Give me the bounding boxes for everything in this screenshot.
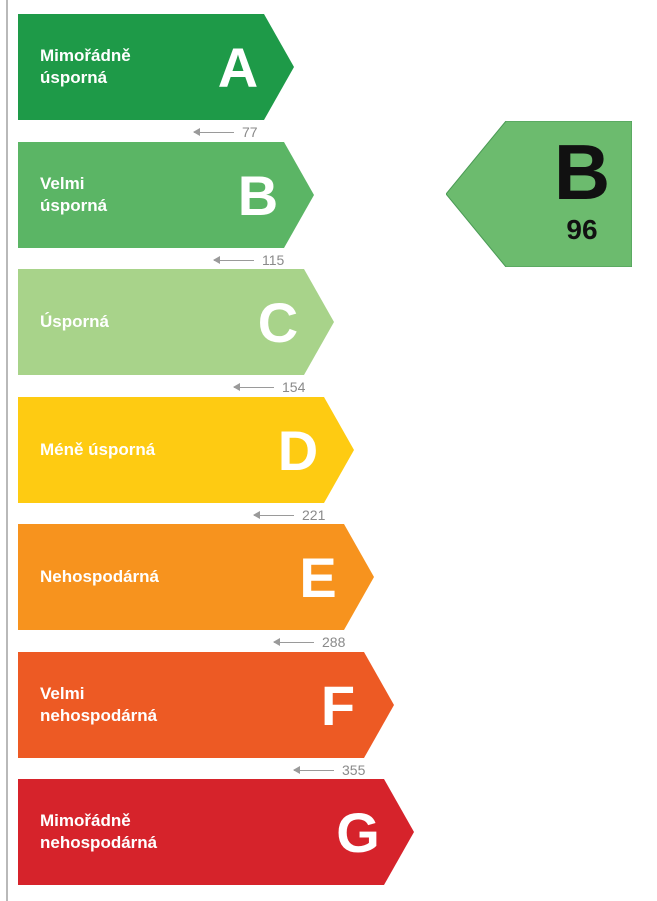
- threshold-value: 154: [282, 379, 306, 395]
- band-label: Mimořádně nehospodárná: [40, 811, 158, 852]
- threshold-value: 288: [322, 634, 346, 650]
- band-label: Velmi úsporná: [40, 174, 108, 215]
- rating-band-d: [18, 397, 354, 503]
- left-arrow-icon: [254, 515, 294, 516]
- left-arrow-icon: [294, 770, 334, 771]
- band-letter: G: [336, 800, 380, 864]
- band-label: Velmi nehospodárná: [40, 684, 158, 725]
- band-label: Nehospodárná: [40, 567, 160, 586]
- band-letter: D: [277, 418, 319, 482]
- threshold-marker: [254, 507, 325, 523]
- band-letter: E: [299, 545, 337, 609]
- threshold-value: 355: [342, 762, 366, 778]
- left-arrow-icon: [194, 132, 234, 133]
- band-letter: B: [237, 163, 279, 227]
- left-arrow-icon: [214, 260, 254, 261]
- threshold-marker: [214, 252, 284, 268]
- rating-indicator: [446, 121, 632, 267]
- band-letter: C: [257, 290, 299, 354]
- rating-band-a: [18, 14, 294, 120]
- rating-band-f: [18, 652, 394, 758]
- rating-letter: B: [553, 128, 611, 216]
- band-label: Úsporná: [40, 312, 109, 331]
- band-letter: F: [320, 673, 356, 737]
- left-border: [6, 0, 8, 901]
- band-label: Méně úsporná: [40, 440, 156, 459]
- band-label: Mimořádně úsporná: [40, 46, 131, 87]
- threshold-marker: [294, 762, 365, 778]
- threshold-marker: [274, 634, 345, 650]
- threshold-value: 115: [262, 252, 285, 268]
- threshold-value: 77: [242, 124, 258, 140]
- rating-band-b: [18, 142, 314, 248]
- threshold-marker: [194, 124, 258, 140]
- threshold-marker: [234, 379, 305, 395]
- left-arrow-icon: [274, 642, 314, 643]
- rating-band-g: [18, 779, 414, 885]
- threshold-value: 221: [302, 507, 326, 523]
- rating-band-e: [18, 524, 374, 630]
- rating-value: 96: [566, 214, 598, 245]
- band-letter: A: [217, 35, 259, 99]
- rating-band-c: [18, 269, 334, 375]
- left-arrow-icon: [234, 387, 274, 388]
